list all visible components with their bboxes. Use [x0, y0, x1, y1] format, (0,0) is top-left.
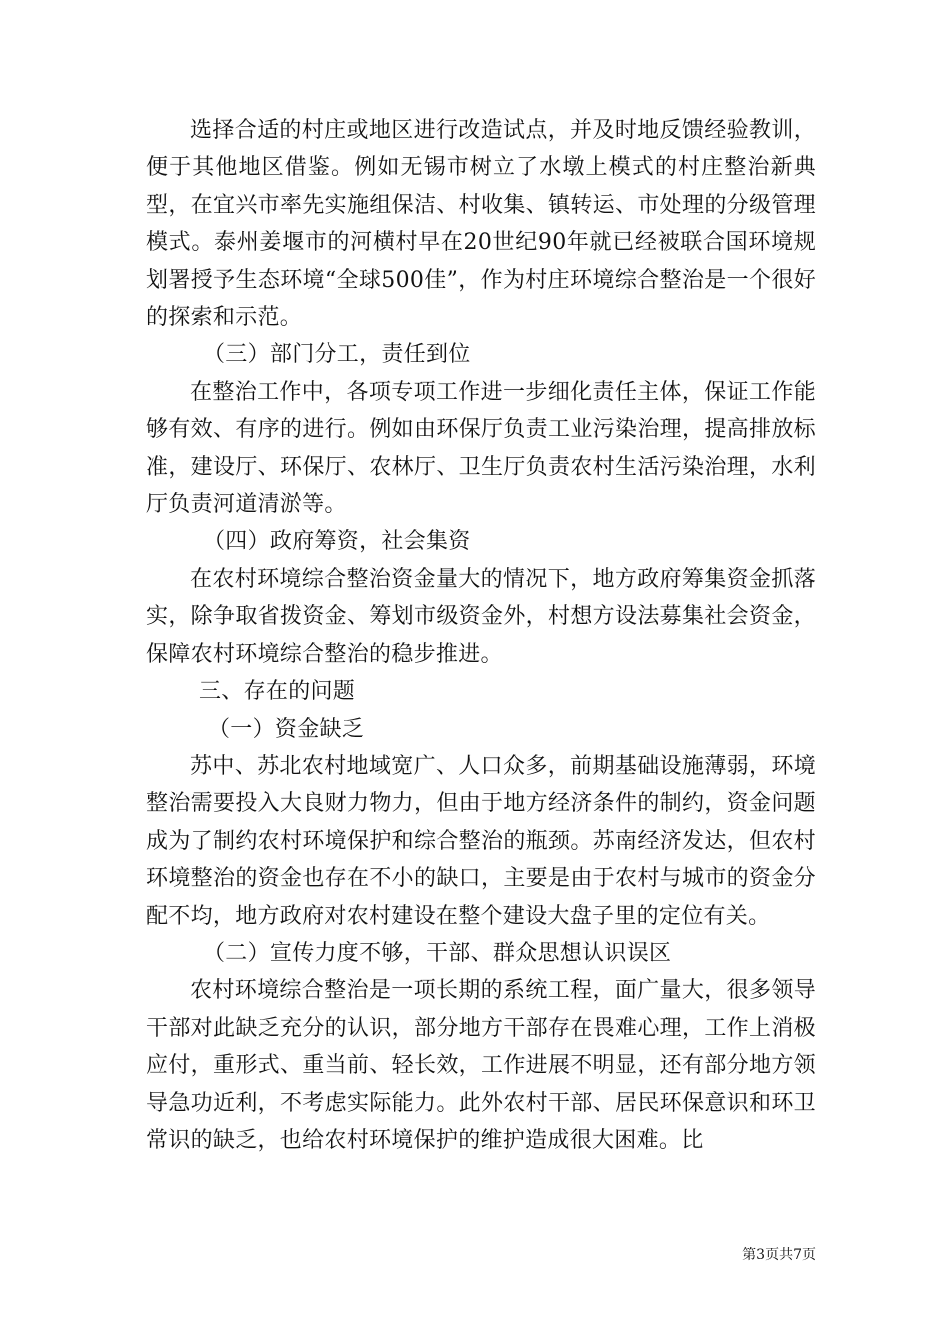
- heading-division-of-labor: （三）部门分工，责任到位: [203, 342, 471, 368]
- paragraph-lack-of-funds: 苏中、苏北农村地域宽广、人口众多，前期基础设施薄弱，环境整治需要投入大良财力物力，但由于地方经济条件的制约，资金问题成为了制约农村环境保护和综合整治的瓶颈。苏南经济发达，但农村环境整治的资金也存在不小的缺口，主要是由于农村与城市的资金分配不均，地方政府对农村建设在整个建设大盘子里的定位有关。: [146, 753, 816, 929]
- page-number-footer: 第3页共7页: [742, 1247, 816, 1263]
- heading-government-funding: （四）政府筹资，社会集资: [203, 529, 471, 555]
- document-body: [146, 112, 816, 1159]
- paragraph-responsibilities: 在整治工作中，各项专项工作进一步细化责任主体，保证工作能够有效、有序的进行。例如由环保厅负责工业污染治理，提高排放标准，建设厅、环保厅、农林厅、卫生厅负责农村生活污染治理，水利厅负责河道清淤等。: [146, 379, 816, 518]
- paragraph-funding: 在农村环境综合整治资金量大的情况下，地方政府筹集资金抓落实，除争取省拨资金、筹划市级资金外，村想方设法募集社会资金，保障农村环境综合整治的稳步推进。: [146, 566, 816, 667]
- paragraph-insufficient-publicity: 农村环境综合整治是一项长期的系统工程，面广量大，很多领导干部对此缺乏充分的认识，部分地方干部存在畏难心理，工作上消极应付，重形式、重当前、轻长效，工作进展不明显，还有部分地方领导急功近利，不考虑实际能力。此外农村干部、居民环保意识和环卫常识的缺乏，也给农村环境保护的维护造成很大困难。比: [146, 978, 816, 1153]
- paragraph-pilot-projects: 选择合适的村庄或地区进行改造试点，并及时地反馈经验教训，便于其他地区借鉴。例如无锡市树立了水墩上模式的村庄整治新典型，在宜兴市率先实施组保洁、村收集、镇转运、市处理的分级管理模式。泰州姜堰市的河横村早在20世纪90年就已经被联合国环境规划署授予生态环境“全球500佳”，作为村庄环境综合整治是一个很好的探索和示范。: [146, 118, 816, 331]
- heading-lack-of-funds: （一）资金缺乏: [208, 716, 365, 742]
- heading-existing-problems: 三、存在的问题: [199, 679, 356, 705]
- heading-insufficient-publicity: （二）宣传力度不够，干部、群众思想认识误区: [203, 940, 672, 966]
